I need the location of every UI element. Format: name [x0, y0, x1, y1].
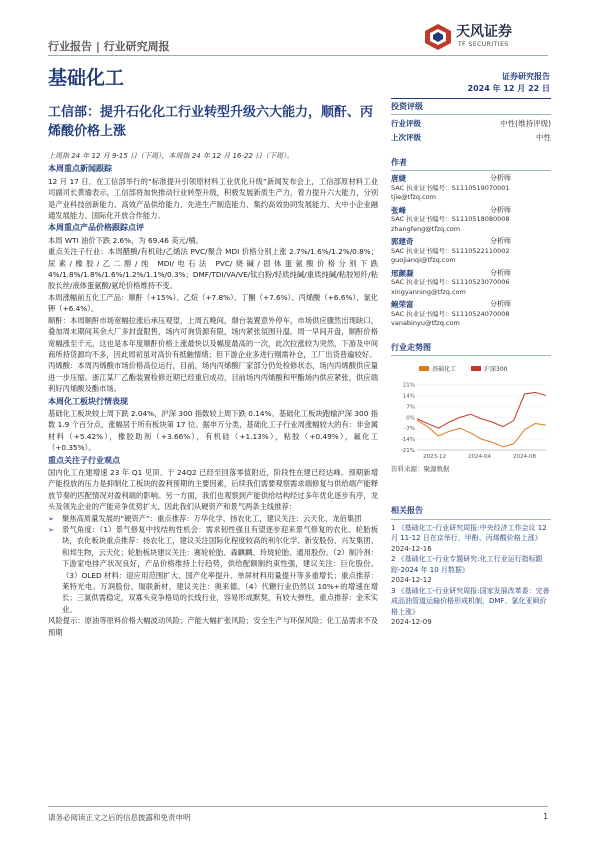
breadcrumb: 行业报告 | 行业研究周报: [48, 40, 170, 53]
x-tick-label: 2024-08: [513, 454, 536, 460]
analyst-email[interactable]: guojianqi@tfzq.com: [391, 256, 456, 264]
analyst-email[interactable]: vanabinyu@tfzq.com: [391, 319, 460, 327]
trend-heading: 行业走势图: [391, 342, 551, 356]
analyst-entry: 郭建奇 分析师 SAC 执业证书编号：S1110522110002 guojianqi@tfzq.com: [391, 237, 551, 266]
side-divider: [391, 98, 551, 99]
period-note: 上周指 24 年 12 月 9-15 日（下周），本周指 24 年 12 月 16-22 日（下周）。: [48, 152, 294, 160]
legend-swatch: [419, 366, 429, 371]
section-heading: 本周重点产品价格跟踪点评: [48, 223, 144, 233]
chart-source: 资料来源：聚源数据: [391, 465, 450, 473]
y-tick-label: -14%: [400, 437, 415, 444]
paragraph: 国内化工在建增速 23 年 Q1 见顶、于 24Q2 已经至回落零值附近，阶段性在建已经达峰。预期新增产能投放的压力是抑制化工板块的盈利预期的主要因素，后续我们需要观察需求端修复与供给端产能释放节奏的匹配情况对盈利端的影响。另一方面，我们也观察到产能供给结构经过多年优化逐步有序，龙头及领先企业的产能竞争优势扩大，因此我们从硬资产和景气两条主线推荐：: [48, 467, 378, 512]
report-type: 证券研究报告: [502, 72, 550, 81]
y-tick-label: -7%: [404, 426, 415, 433]
related-report-item[interactable]: 3 《基础化工-行业研究周报:国家发展改革委：完善成品油管道运输价格形成机制，DMF、氯化亚砜价格上涨》 2024-12-09: [391, 586, 550, 626]
industry-rating: 行业评级 中性(维持评级): [391, 119, 551, 128]
series-line: [417, 392, 546, 428]
series-line: [417, 420, 546, 446]
tf-logo: [424, 19, 554, 59]
authors-heading: 作者: [391, 157, 551, 171]
rating-heading: 投资评级: [391, 101, 551, 115]
category-title: 基础化工: [48, 67, 125, 89]
authors-panel: [391, 157, 551, 329]
trend-panel: [391, 342, 551, 356]
paragraph: 顺酐：本周顺酐市场宽幅拉涨后承压观望，上周五晚间，烟台装置意外停车，市场供应骤然出现缺口，叠加周末期间其余大厂多封盘限售，场内可询货源有限，场内紧张氛围升温。周一早间开盘，顺酐价格宽幅涨至千元，这也是本年度顺酐价格上涨最快以及幅度最高的一次，此次拉涨较为突然，下游及中间商所持货源均不多，因此周初虽对高价有抵触情绪；但下游企业多进行刚需补仓，工厂出货普遍较好。: [48, 315, 378, 359]
legend-swatch: [471, 366, 481, 371]
bullet-item: ➢ 聚焦高质量发展的“硬资产”：重点推荐：万华化学、扬农化工，建议关注：云天化、龙佰集团: [48, 513, 362, 523]
bullet-icon: ➢: [48, 513, 55, 523]
logo-subtext: TF SECURITIES: [458, 41, 509, 48]
analyst-entry: 唐婕 分析师 SAC 执业证书编号：S1110519070001 tjie@tfzq.com: [391, 174, 551, 203]
related-reports: [391, 506, 551, 628]
report-date: 2024 年 12 月 22 日: [467, 84, 550, 93]
report-title: 工信部：提升石化化工行业转型升级六大能力，顺酐、丙烯酸价格上涨: [48, 105, 374, 139]
bullet-icon: ➢: [48, 525, 55, 534]
section-heading: 本周重点新闻跟踪: [48, 164, 112, 174]
bullet-item: ➢ 景气角度：（1）景气修复中找结构性机会：需求韧性强且有望逐步迎来景气修复的农化、轮胎板块，农化板块重点推荐：扬农化工，建议关注国际化程度较高的利尔化学、新安股份、兴发集团、和邦生物，云天化；轮胎板块建议关注：赛轮轮胎、森麒麟、玲珑轮胎、通用股份。（2）制冷剂：下游家电排产状况良好，产品价格维持上行趋势，供给配额制约束性强，建议关注：巨化股份。（3）OLED 材料：迎应用范围扩大、国产化率提升、单屏材料用量提升等多重增长；重点推荐：莱特光电、万润股份、瑞联新材，建议关注：奥来德。（4）代糖行业仍然以 10%+的增速在增长；三氯供需稳定，双寡头竞争格局的长线行业，容易形成默契，有较大弹性，重点推荐：金禾实业。: [48, 525, 378, 614]
paragraph: 基础化工板块较上周下跌 2.04%，沪深 300 指数较上周下跌 0.14%。基础化工板块跑输沪深 300 指数 1.9 个百分点，涨幅居于所有板块第 17 位。据申万分类，基础化工子行业周涨幅较大的有：非金属材料（+5.42%），橡胶助剂（+3.66%），有机硅（+1.13%），粘胶（+0.49%），氟化工（+0.35%）。: [48, 408, 378, 453]
paragraph: 丙烯酸：本周丙烯酸市场价格高位运行，目前，场内丙烯酸厂家部分仍处检修状态，场内丙烯酸供应量进一步压缩。浙江某厂乙酯装置检修近期已经重启成功，目前场内丙烯酸和甲酯场内供应紧张，供应端利好丙烯酸及酯市场。: [48, 361, 378, 394]
risk-warning: 风险提示：原油等原料价格大幅波动风险；产能大幅扩张风险；安全生产与环保风险；化工品需求不及预期: [48, 616, 378, 637]
analyst-entry: 张峰 分析师 SAC 执业证书编号：S1110518080008 zhangfeng@tfzq.com: [391, 206, 551, 235]
x-tick-label: 2023-12: [423, 454, 446, 460]
y-tick-label: 21%: [402, 382, 415, 389]
y-tick-label: 0%: [406, 415, 415, 422]
analyst-entry: 鲍荣富 分析师 SAC 执业证书编号：S1110524070008 vanabinyu@tfzq.com: [391, 300, 551, 329]
analyst-email[interactable]: zhangfeng@tfzq.com: [391, 224, 461, 233]
related-heading: 相关报告: [391, 506, 551, 520]
industry-trend-chart: [391, 362, 551, 474]
logo-text: 天风证券: [456, 24, 512, 40]
analyst-email[interactable]: tjie@tfzq.com: [391, 193, 436, 201]
paragraph: 本周 WTI 油价下跌 2.6%，为 69.46 美元/桶。: [48, 235, 203, 245]
analyst-email[interactable]: xingyanning@tfzq.com: [391, 287, 466, 296]
trend-chart-svg: [391, 362, 551, 462]
logo-icon: [424, 23, 452, 51]
related-report-item[interactable]: 1 《基础化工-行业研究周报:中央经济工作会议 12 月 11-12 日在京举行，甲酚、丙烯酸价格上涨》 2024-12-16: [391, 523, 547, 553]
legend-label: 基础化工: [432, 366, 457, 373]
footer: [48, 806, 548, 823]
y-tick-label: 14%: [402, 393, 415, 400]
previous-rating: 上次评级 中性: [391, 133, 551, 142]
related-report-item[interactable]: 2 《基础化工-行业专题研究:化工行业运行指标跟踪-2024 年 10 月数据》 2024-12-12: [391, 555, 543, 584]
x-tick-label: 2024-04: [468, 454, 491, 460]
y-tick-label: 7%: [406, 404, 415, 411]
legend-label: 沪深300: [484, 366, 508, 373]
report-meta: [440, 71, 550, 95]
paragraph: 12 月 17 日，在工信部举行的“标准提升引领原材料工业优化升级”新闻发布会上，工信部原材料工业司副司长黄瑜表示，工信部将加快推动行业转型升级，积极发展新质生产力，着力提升六大能力，分别是产业科技创新能力、高效产品供给能力、先进生产制造能力、集约高效协同发展能力、大中小企业融通发展能力、国际化开放合作能力。: [48, 176, 378, 221]
y-tick-label: -21%: [400, 448, 415, 454]
section-heading: 本周化工板块行情表现: [48, 396, 128, 406]
page-number: 1: [543, 812, 548, 821]
main-content: [48, 151, 378, 638]
rating-panel: [391, 101, 551, 143]
paragraph: 重点关注子行业：本周醋酸/有机硅/乙烯法 PVC/聚合 MDI 价格分别上涨 2.7%/1.6%/1.2%/0.8%；尿素/橡胶/乙二醇/纯 MDI/电石法 PVC/烧碱/固体蛋氨酸价格分别下跌 4%/1.8%/1.8%/1.6%/1.2%/1.1%/0.3%；DMF/TDI/VA/VE/钛白粉/轻质纯碱/重质纯碱/粘胶短纤/粘胶长丝/液体蛋氨酸/氨纶价格维持不变。: [48, 247, 378, 291]
analyst-entry: 邢颜凝 分析师 SAC 执业证书编号：S1110523070006 xingyanning@tfzq.com: [391, 269, 551, 298]
paragraph: 本周涨幅前五化工产品：顺酐（+15%）、乙烷（+7.8%）、丁酮（+7.6%）、丙烯酸（+6.6%）、氯化钾（+6.4%）。: [48, 292, 378, 314]
section-heading: 重点关注子行业观点: [48, 455, 120, 465]
disclaimer: 请务必阅读正文之后的信息披露和免责申明: [48, 813, 191, 822]
